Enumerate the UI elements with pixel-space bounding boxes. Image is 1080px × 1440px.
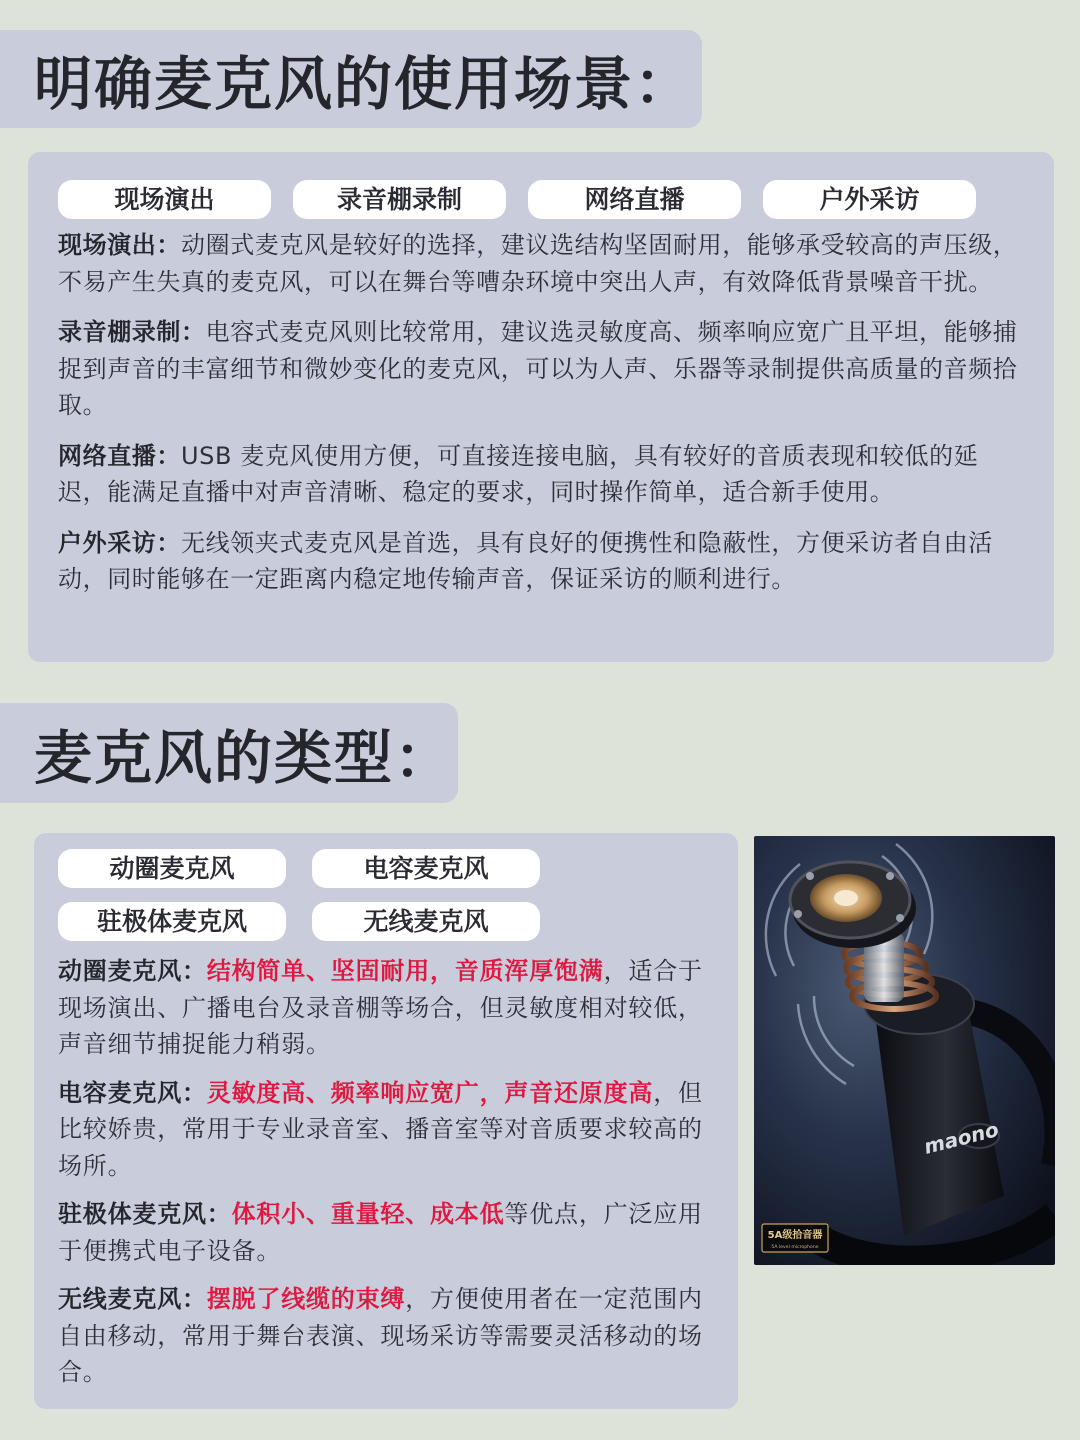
para-highlight: 灵敏度高、频率响应宽广，声音还原度高 xyxy=(206,1078,654,1107)
para-label: 录音棚录制： xyxy=(58,318,206,346)
scenario-tags xyxy=(58,180,1024,219)
para-text: 电容式麦克风则比较常用，建议选灵敏度高、频率响应宽广且平坦，能够捕捉到声音的丰富细节和微妙变化的麦克风，可以为人声、乐器等录制提供高质量的音频拾取。 xyxy=(58,318,1018,419)
para-label: 网络直播： xyxy=(58,441,181,470)
para-text: ，适合于现场演出、广播电台及录音棚等场合，但灵敏度相对较低，声音细节捕捉能力稍弱。 xyxy=(58,957,703,1058)
tag-condenser-mic: 电容麦克风 xyxy=(312,849,540,888)
badge-sub-text: 5A level microphone xyxy=(771,1245,819,1250)
badge-main-text: 5A级拾音器 xyxy=(767,1230,823,1241)
para-text: 等优点，广泛应用于便携式电子设备。 xyxy=(58,1200,703,1265)
para-highlight: 体积小、重量轻、成本低 xyxy=(231,1200,505,1228)
tag-outdoor-interview: 户外采访 xyxy=(763,180,976,219)
para-label: 无线麦克风： xyxy=(58,1285,207,1313)
para-text: ，方便使用者在一定范围内自由移动，常用于舞台表演、现场采访等需要灵活移动的场合。 xyxy=(58,1285,703,1386)
brand-logo: maono xyxy=(921,1117,1002,1159)
scenario-outdoor-interview xyxy=(58,525,1024,598)
scenario-live-performance xyxy=(58,227,1024,300)
para-label: 电容麦克风： xyxy=(58,1078,207,1107)
para-text: ，但比较娇贵，常用于专业录音室、播音室等对音质要求较高的场所。 xyxy=(58,1078,703,1180)
para-label: 驻极体麦克风： xyxy=(58,1200,232,1228)
tag-electret-mic: 驻极体麦克风 xyxy=(58,902,286,941)
para-label: 动圈麦克风： xyxy=(58,957,207,985)
section2-title-box xyxy=(0,703,458,803)
para-label: 户外采访： xyxy=(58,528,181,557)
section1-title: 明确麦克风的使用场景： xyxy=(34,50,695,118)
type-wireless-mic xyxy=(58,1281,714,1391)
tag-dynamic-mic: 动圈麦克风 xyxy=(58,849,286,888)
section1-title-box xyxy=(0,30,702,128)
type-electret-mic xyxy=(58,1196,714,1269)
scenario-studio-recording xyxy=(58,314,1024,424)
type-condenser-mic xyxy=(58,1075,714,1185)
para-text: USB 麦克风使用方便，可直接连接电脑，具有较好的音质表现和较低的延迟，能满足直播中对声音清晰、稳定的要求，同时操作简单，适合新手使用。 xyxy=(58,441,979,506)
tag-studio-recording: 录音棚录制 xyxy=(293,180,506,219)
para-label: 现场演出： xyxy=(58,231,181,259)
microphone-illustration xyxy=(754,836,1055,1265)
type-dynamic-mic xyxy=(58,953,714,1063)
section2-title: 麦克风的类型： xyxy=(34,724,455,792)
para-highlight: 结构简单、坚固耐用，音质浑厚饱满 xyxy=(206,957,604,985)
para-text: 动圈式麦克风是较好的选择，建议选结构坚固耐用，能够承受较高的声压级，不易产生失真的麦克风，可以在舞台等嘈杂环境中突出人声，有效降低背景噪音干扰。 xyxy=(58,231,1018,296)
mic-type-tags xyxy=(58,849,714,941)
mic-types-card xyxy=(34,833,738,1409)
scenario-live-streaming xyxy=(58,438,1024,511)
para-highlight: 摆脱了线缆的束缚 xyxy=(206,1285,406,1313)
tag-live-performance: 现场演出 xyxy=(58,180,271,219)
microphone-product-image xyxy=(754,836,1055,1265)
tag-live-streaming: 网络直播 xyxy=(528,180,741,219)
tag-wireless-mic: 无线麦克风 xyxy=(312,902,540,941)
para-text: 无线领夹式麦克风是首选，具有良好的便携性和隐蔽性，方便采访者自由活动，同时能够在一定距离内稳定地传输声音，保证采访的顺利进行。 xyxy=(58,528,993,593)
scenario-card xyxy=(28,152,1054,662)
